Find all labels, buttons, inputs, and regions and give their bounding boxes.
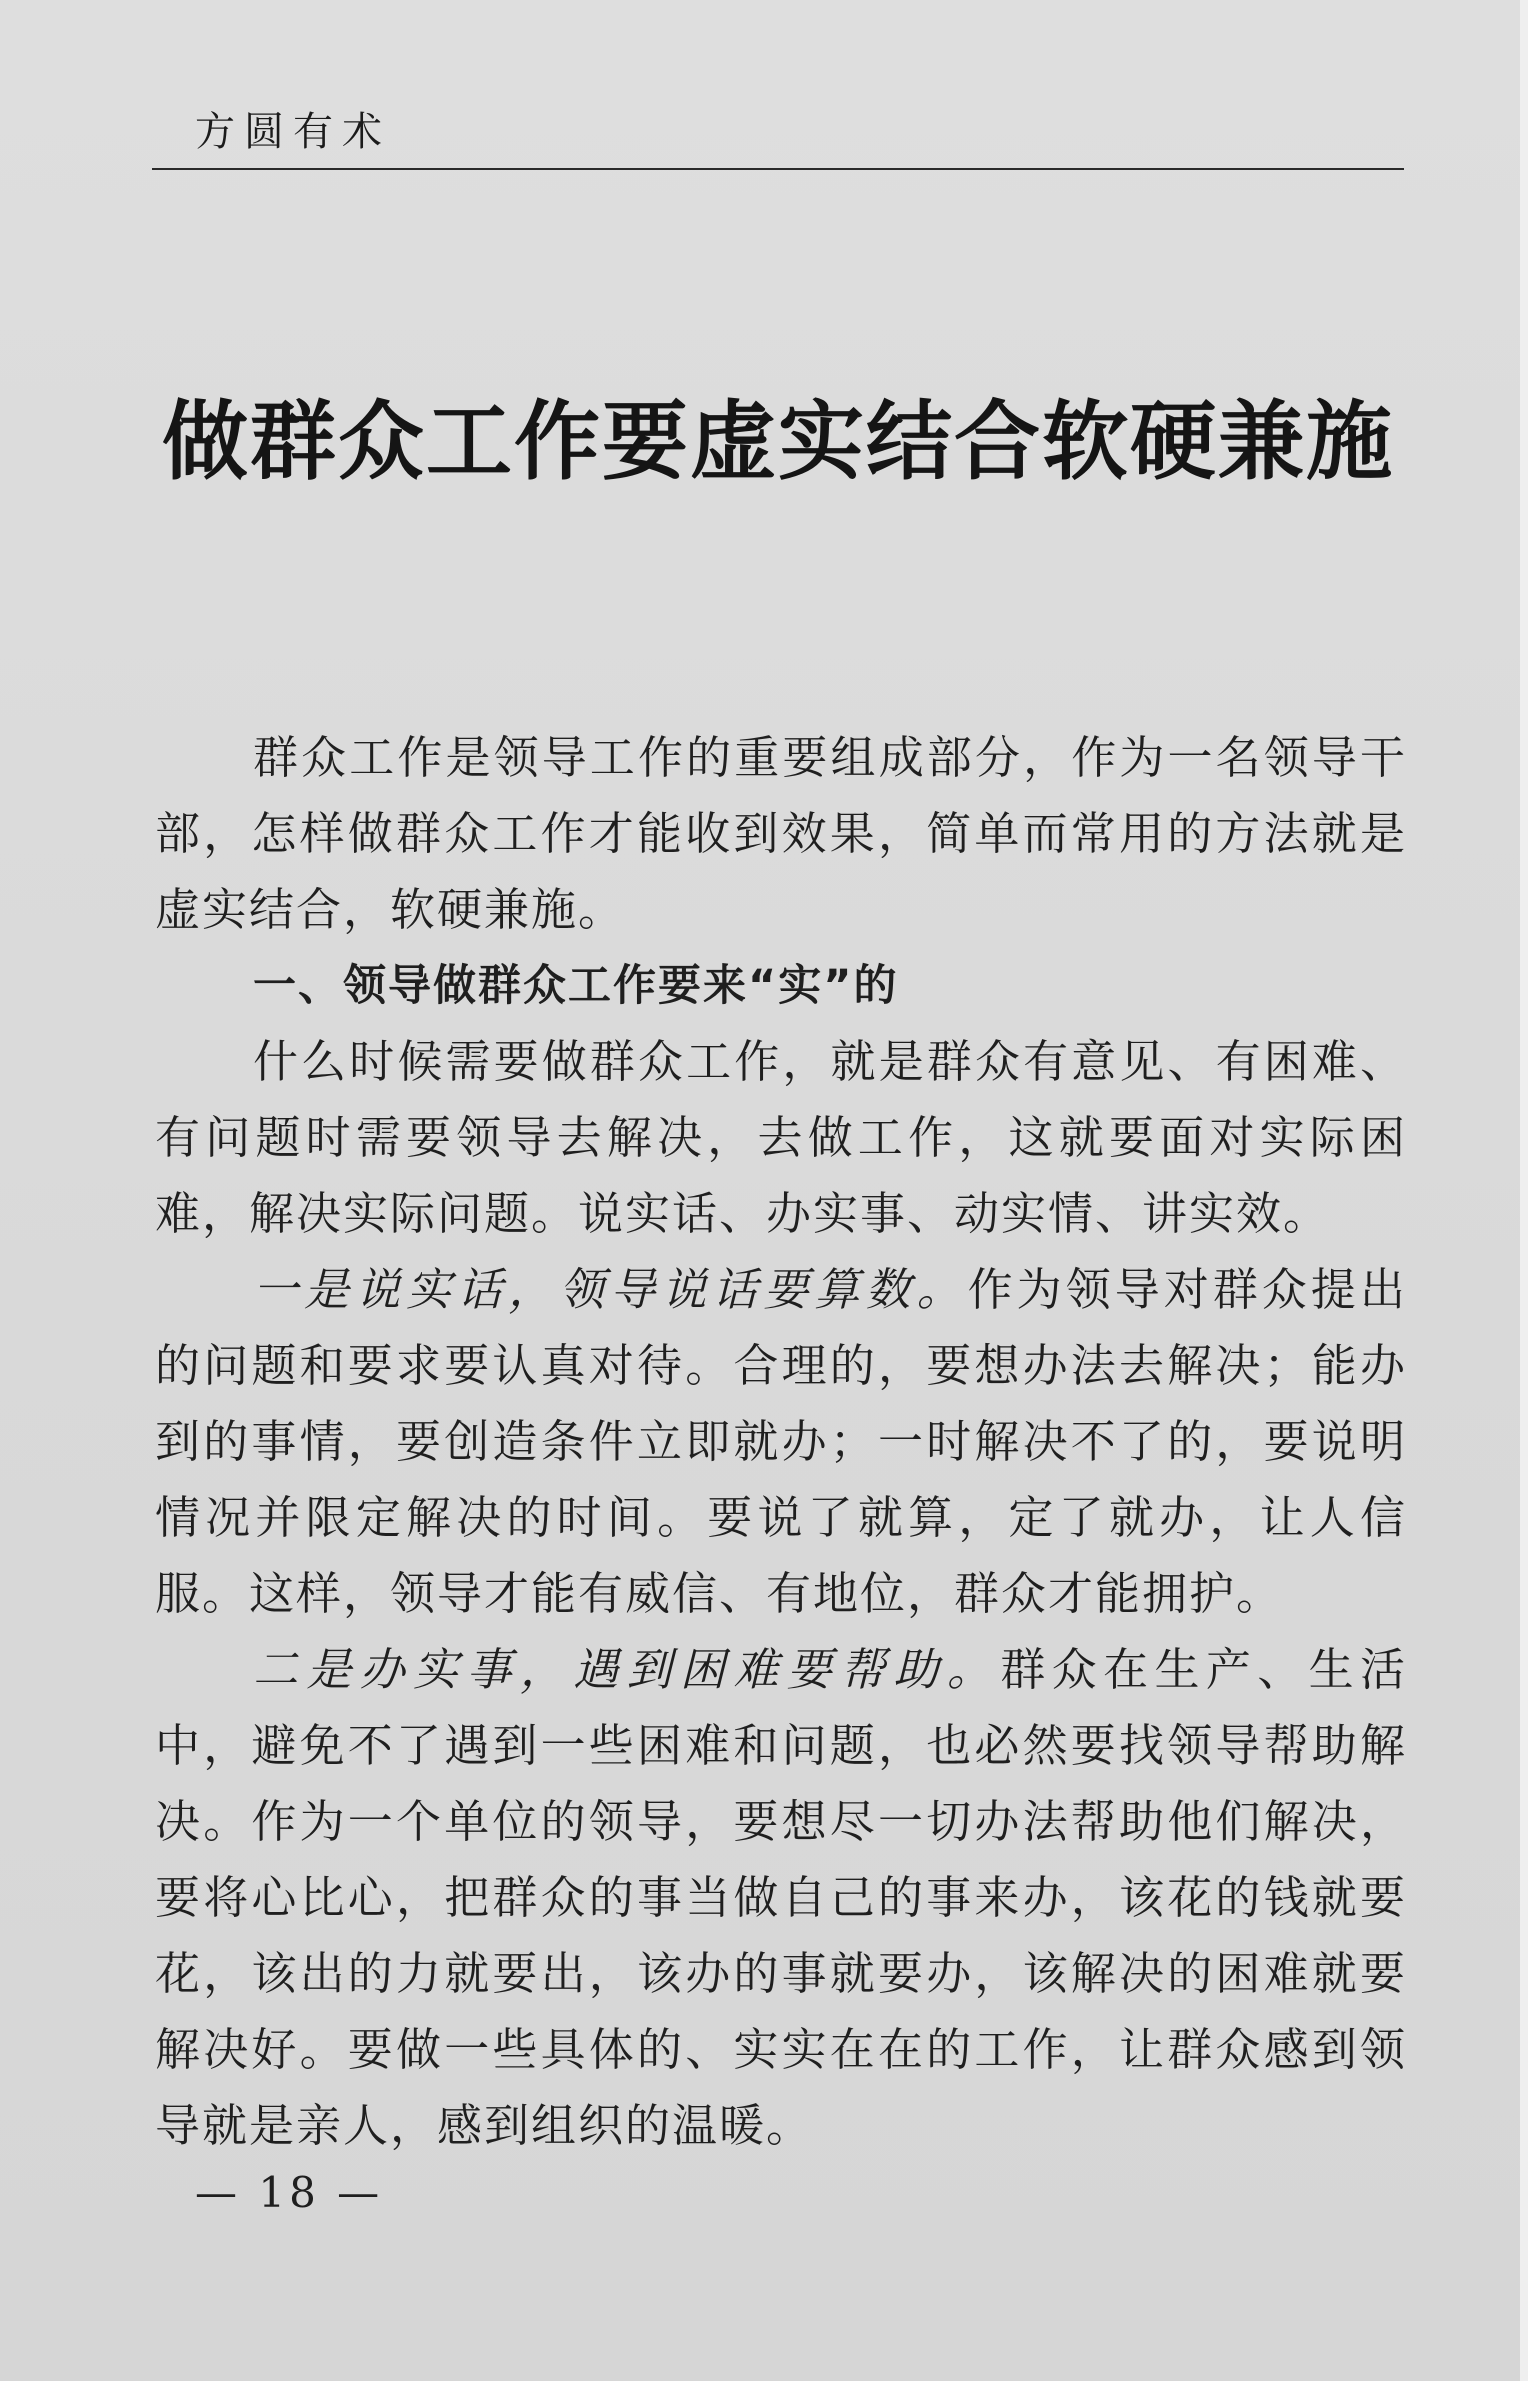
point-one-paragraph	[155, 1252, 1407, 1632]
section-heading: 一、领导做群众工作要来“实”的	[253, 961, 899, 1011]
point-two-paragraph	[155, 1632, 1407, 2164]
running-head: 方圆有术	[195, 109, 391, 155]
page-number: — 18 —	[195, 2168, 384, 2217]
intro-paragraph: 群众工作是领导工作的重要组成部分，作为一名领导干部，怎样做群众工作才能收到效果，简单而常用的方法就是虚实结合，软硬兼施。	[155, 731, 1407, 936]
article-title: 做群众工作要虚实结合软硬兼施	[162, 391, 1394, 492]
page-edge	[1520, 0, 1528, 2381]
point-one-lead: 一是说实话，领导说话要算数。	[253, 1263, 968, 1316]
point-one-text: 作为领导对群众提出的问题和要求要认真对待。合理的，要想办法去解决；能办到的事情，要创造条件立即就办；一时解决不了的，要说明情况并限定解决的时间。要说了就算，定了就办，让人信服。这样，领导才能有威信、有地位，群众才能拥护。	[155, 1263, 1407, 1620]
section-intro-paragraph: 什么时候需要做群众工作，就是群众有意见、有困难、有问题时需要领导去解决，去做工作，这就要面对实际困难，解决实际问题。说实话、办实事、动实情、讲实效。	[155, 1035, 1407, 1240]
point-two-text: 群众在生产、生活中，避免不了遇到一些困难和问题，也必然要找领导帮助解决。作为一个单位的领导，要想尽一切办法帮助他们解决，要将心比心，把群众的事当做自己的事来办，该花的钱就要花，该出的力就要出，该办的事就要办，该解决的困难就要解决好。要做一些具体的、实实在在的工作，让群众感到领导就是亲人，感到组织的温暖。	[155, 1643, 1407, 2152]
article-body	[155, 720, 1407, 2164]
header-rule	[152, 168, 1404, 170]
point-two-lead: 二是办实事，遇到困难要帮助。	[253, 1643, 1001, 1696]
